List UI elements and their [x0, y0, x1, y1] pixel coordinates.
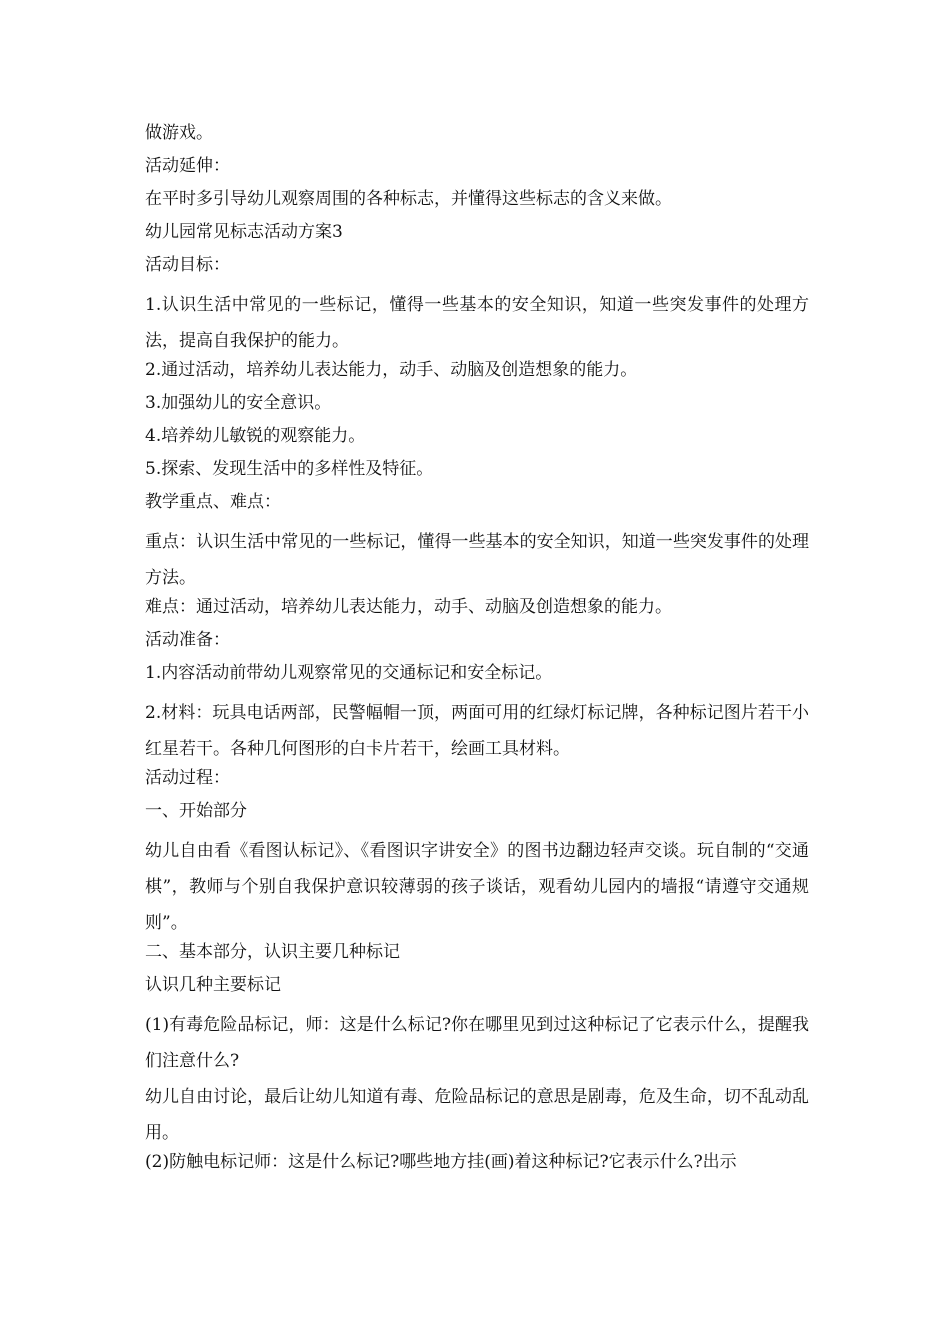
key-point: 重点：认识生活中常见的一些标记，懂得一些基本的安全知识，知道一些突发事件的处理方法。 [145, 532, 809, 588]
heading-preparation: 活动准备： [145, 630, 230, 650]
heading-activity-extension: 活动延伸： [145, 156, 230, 176]
item-1-toxic: (1)有毒危险品标记，师：这是什么标记?你在哪里见到过这种标记了它表示什么，提醒我们注意什么? [145, 1015, 809, 1071]
goal-5: 5.探索、发现生活中的多样性及特征。 [145, 459, 434, 479]
item-2-electric: (2)防触电标记师：这是什么标记?哪些地方挂(画)着这种标记?它表示什么?出示 [145, 1152, 737, 1172]
difficult-point: 难点：通过活动，培养幼儿表达能力，动手、动脑及创造想象的能力。 [145, 597, 672, 617]
paragraph-1: 做游戏。 [145, 123, 213, 143]
heading-part-1: 一、开始部分 [145, 801, 247, 821]
heading-process: 活动过程： [145, 768, 230, 788]
goal-2: 2.通过活动，培养幼儿表达能力，动手、动脑及创造想象的能力。 [145, 360, 638, 380]
goal-1: 1.认识生活中常见的一些标记，懂得一些基本的安全知识，知道一些突发事件的处理方法，提高自我保护的能力。 [145, 295, 809, 351]
item-1-discussion: 幼儿自由讨论，最后让幼儿知道有毒、危险品标记的意思是剧毒，危及生命，切不乱动乱用。 [145, 1087, 809, 1143]
paragraph-3: 在平时多引导幼儿观察周围的各种标志，并懂得这些标志的含义来做。 [145, 189, 672, 209]
heading-part-2: 二、基本部分，认识主要几种标记 [145, 942, 400, 962]
part-1-text: 幼儿自由看《看图认标记》、《看图识字讲安全》的图书边翻边轻声交谈。玩自制的“交通棋”，教师与个别自我保护意识较薄弱的孩子谈话，观看幼儿园内的墙报“请遵守交通规则”。 [145, 841, 809, 933]
heading-key-points: 教学重点、难点： [145, 492, 281, 512]
preparation-2: 2.材料：玩具电话两部，民警幅帽一顶，两面可用的红绿灯标记牌，各种标记图片若干小红星若干。各种几何图形的白卡片若干，绘画工具材料。 [145, 703, 809, 759]
goal-4: 4.培养幼儿敏锐的观察能力。 [145, 426, 366, 446]
goal-3: 3.加强幼儿的安全意识。 [145, 393, 332, 413]
heading-activity-goals: 活动目标： [145, 255, 230, 275]
subheading-marks: 认识几种主要标记 [145, 975, 281, 995]
preparation-1: 1.内容活动前带幼儿观察常见的交通标记和安全标记。 [145, 663, 553, 683]
document-body [145, 122, 809, 1173]
section-title-plan-3: 幼儿园常见标志活动方案3 [145, 222, 343, 242]
